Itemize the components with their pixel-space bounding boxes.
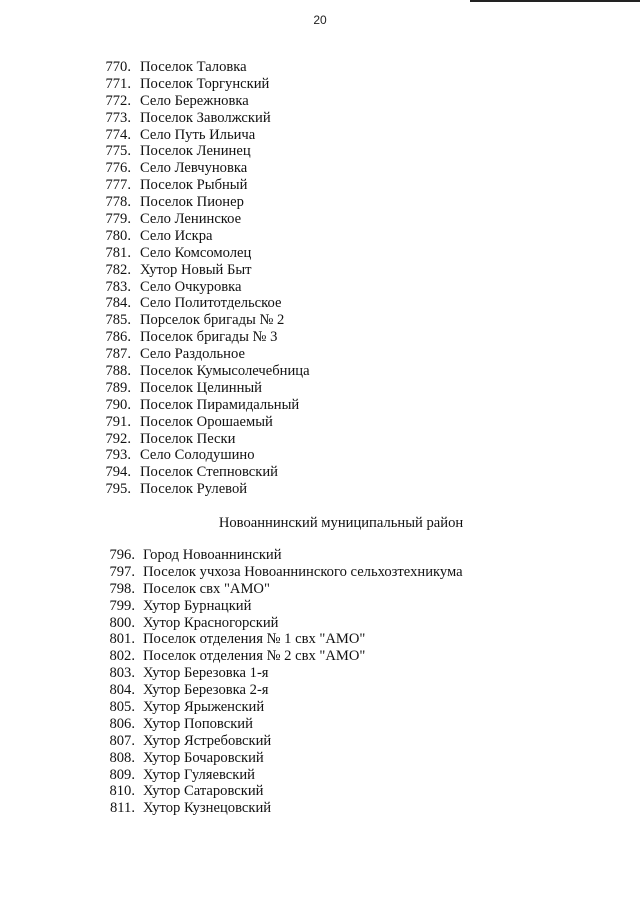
settlement-name: Хутор Сатаровский — [143, 783, 264, 800]
list-item — [0, 76, 640, 93]
list-item — [0, 228, 640, 245]
item-number: 809. — [109, 766, 135, 783]
item-number: 787. — [105, 346, 131, 363]
settlement-name: Поселок Рулевой — [140, 481, 248, 498]
item-number: 806. — [109, 715, 135, 732]
list-item — [0, 93, 640, 110]
settlement-name: Поселок Торгунский — [140, 75, 270, 92]
item-number: 797. — [109, 563, 135, 580]
item-number: 799. — [109, 597, 135, 614]
item-number: 791. — [105, 413, 131, 430]
settlement-name: Хутор Березовка 1-я — [143, 665, 269, 682]
item-number: 770. — [105, 59, 131, 75]
list-item — [0, 245, 640, 262]
item-number: 788. — [105, 363, 131, 380]
page-corner-line — [470, 0, 640, 2]
item-number: 777. — [105, 177, 131, 194]
district-heading: Новоаннинский муниципальный район — [218, 515, 464, 531]
list-item — [0, 767, 640, 784]
settlement-name: Поселок свх "АМО" — [143, 580, 270, 597]
item-number: 773. — [105, 109, 131, 126]
item-number: 808. — [109, 749, 135, 766]
list-item — [0, 750, 640, 767]
list-item — [0, 380, 640, 397]
settlement-name: Хутор Красногорский — [143, 614, 279, 631]
settlement-name: Хутор Ястребовский — [143, 732, 272, 749]
item-number: 795. — [105, 481, 131, 498]
settlement-name: Село Ленинское — [140, 211, 242, 228]
settlement-name: Хутор Бурнацкий — [143, 597, 252, 614]
item-number: 771. — [105, 75, 131, 92]
list-item — [0, 615, 640, 632]
item-number: 781. — [105, 244, 131, 261]
settlement-name: Поселок бригады № 3 — [140, 329, 278, 346]
settlement-name: Хутор Кузнецовский — [143, 800, 272, 817]
settlement-name: Поселок Кумысолечебница — [140, 363, 310, 380]
settlement-name: Поселок Таловка — [140, 59, 247, 75]
list-item — [0, 547, 640, 564]
settlement-name: Село Солодушино — [140, 447, 255, 464]
item-number: 790. — [105, 396, 131, 413]
item-number: 785. — [105, 312, 131, 329]
list-item — [0, 682, 640, 699]
settlement-name: Поселок отделения № 1 свх "АМО" — [143, 631, 366, 648]
list-item — [0, 363, 640, 380]
settlement-name: Поселок Целинный — [140, 379, 262, 396]
list-item — [0, 598, 640, 615]
item-number: 803. — [109, 665, 135, 682]
item-number: 782. — [105, 261, 131, 278]
settlement-name: Хутор Поповский — [143, 715, 253, 732]
settlement-list-a — [0, 59, 640, 498]
settlement-name: Поселок Пирамидальный — [140, 396, 300, 413]
settlement-name: Село Путь Ильича — [140, 126, 256, 143]
list-item — [0, 464, 640, 481]
list-item — [0, 143, 640, 160]
item-number: 800. — [109, 614, 135, 631]
settlement-name: Поселок Пионер — [140, 194, 244, 211]
settlement-name: Хутор Березовка 2-я — [143, 682, 269, 699]
item-number: 798. — [109, 580, 135, 597]
item-number: 811. — [110, 800, 135, 817]
list-item — [0, 59, 640, 76]
list-item — [0, 177, 640, 194]
settlement-name: Поселок учхоза Новоаннинского сельхозтехникума — [143, 563, 463, 580]
settlement-name: Село Комсомолец — [140, 244, 252, 261]
list-item — [0, 329, 640, 346]
list-item — [0, 194, 640, 211]
settlement-name: Поселок отделения № 2 свх "АМО" — [143, 648, 366, 665]
list-item — [0, 431, 640, 448]
list-item — [0, 783, 640, 800]
item-number: 792. — [105, 430, 131, 447]
list-item — [0, 414, 640, 431]
list-item — [0, 665, 640, 682]
settlement-name: Хутор Бочаровский — [143, 749, 264, 766]
item-number: 779. — [105, 211, 131, 228]
settlement-name: Хутор Ярыженский — [143, 699, 265, 716]
list-item — [0, 648, 640, 665]
list-item — [0, 346, 640, 363]
settlement-name: Село Искра — [140, 227, 213, 244]
list-item — [0, 279, 640, 296]
settlement-name: Поселок Степновский — [140, 464, 278, 481]
settlement-name: Хутор Гуляевский — [143, 766, 255, 783]
list-item — [0, 699, 640, 716]
item-number: 786. — [105, 329, 131, 346]
list-item — [0, 733, 640, 750]
item-number: 780. — [105, 227, 131, 244]
settlement-name: Поселок Рыбный — [140, 177, 248, 194]
item-number: 783. — [105, 278, 131, 295]
list-item — [0, 110, 640, 127]
settlement-name: Село Левчуновка — [140, 160, 248, 177]
settlement-name: Поселок Пески — [140, 430, 236, 447]
list-item — [0, 581, 640, 598]
item-number: 796. — [109, 547, 135, 563]
list-item — [0, 127, 640, 144]
list-item — [0, 397, 640, 414]
settlement-name: Село Раздольное — [140, 346, 245, 363]
settlement-list-b — [0, 547, 640, 817]
item-number: 807. — [109, 732, 135, 749]
list-item — [0, 262, 640, 279]
list-item — [0, 716, 640, 733]
settlement-name: Село Политотдельское — [140, 295, 282, 312]
list-item — [0, 481, 640, 498]
settlement-name: Село Очкуровка — [140, 278, 242, 295]
item-number: 778. — [105, 194, 131, 211]
item-number: 805. — [109, 699, 135, 716]
item-number: 776. — [105, 160, 131, 177]
list-item — [0, 631, 640, 648]
page-number: 20 — [313, 13, 327, 27]
settlement-name: Город Новоаннинский — [143, 547, 282, 563]
list-item — [0, 160, 640, 177]
settlement-name: Поселок Ленинец — [140, 143, 251, 160]
settlement-name: Хутор Новый Быт — [140, 261, 252, 278]
item-number: 810. — [109, 783, 135, 800]
item-number: 784. — [105, 295, 131, 312]
settlement-name: Поселок Орошаемый — [140, 413, 273, 430]
list-item — [0, 295, 640, 312]
item-number: 801. — [109, 631, 135, 648]
list-item — [0, 564, 640, 581]
item-number: 774. — [105, 126, 131, 143]
settlement-name: Поселок Заволжский — [140, 109, 271, 126]
list-item — [0, 800, 640, 817]
list-item — [0, 447, 640, 464]
item-number: 794. — [105, 464, 131, 481]
settlement-name: Порселок бригады № 2 — [140, 312, 285, 329]
item-number: 802. — [109, 648, 135, 665]
item-number: 772. — [105, 92, 131, 109]
list-item — [0, 312, 640, 329]
item-number: 793. — [105, 447, 131, 464]
item-number: 775. — [105, 143, 131, 160]
settlement-name: Село Бережновка — [140, 92, 249, 109]
list-item — [0, 211, 640, 228]
item-number: 789. — [105, 379, 131, 396]
item-number: 804. — [109, 682, 135, 699]
